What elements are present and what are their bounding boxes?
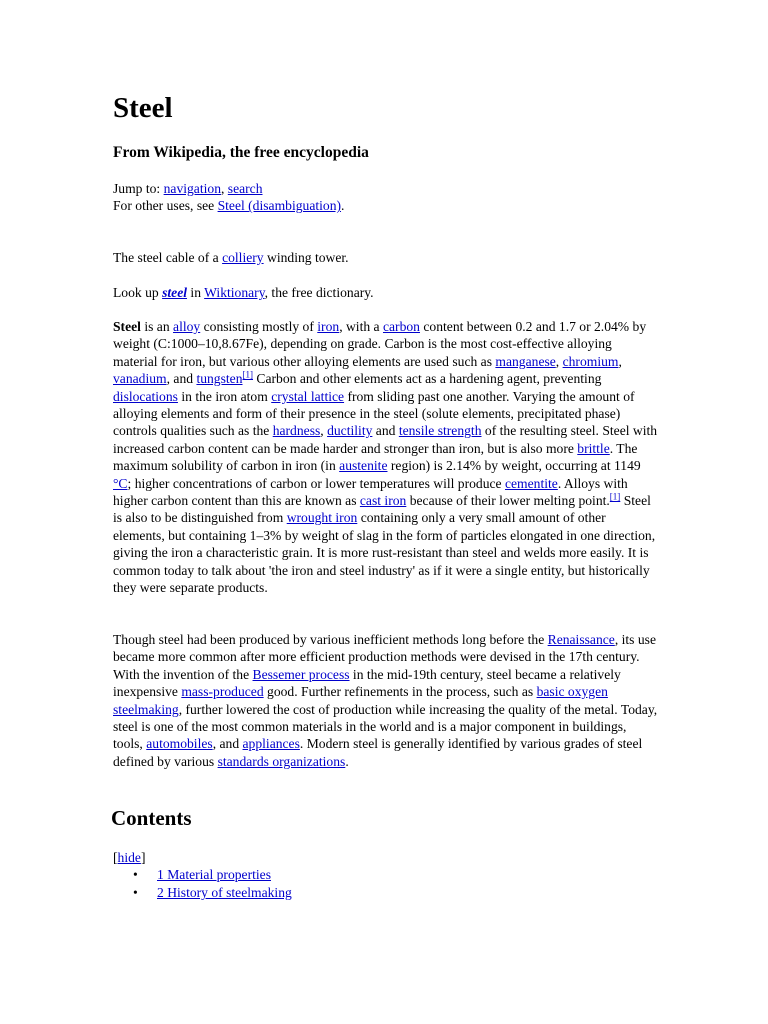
text-run: good. Further refinements in the process, such as	[263, 684, 537, 700]
lookup-text-end: , the free dictionary.	[264, 285, 374, 300]
text-run: ,	[320, 423, 328, 439]
chromium-link[interactable]: chromium	[562, 353, 619, 369]
text-run: containing only a very small amount of other elements, but containing 1–3% by weight of slag in the form of particles elongated in one direction, giving the iron a characteristic grain. It is more rust-resistant than steel and welds more easily. It is common today to talk about 'the iron and steel industry' as if it were a single entity, but historically they were separate products.	[113, 510, 656, 596]
page-subtitle: From Wikipedia, the free encyclopedia	[113, 144, 369, 161]
search-link[interactable]: search	[227, 181, 263, 196]
text-run: . Alloys with higher carbon content than this are known as	[113, 475, 628, 509]
text-run: Carbon and other elements act as a hardening agent, preventing	[253, 371, 602, 387]
text-run: because of their lower melting point.	[406, 493, 610, 509]
disambiguation-link[interactable]: Steel (disambiguation)	[217, 198, 342, 214]
standards-organizations-link[interactable]: standards organizations	[217, 753, 346, 769]
text-run: .	[345, 753, 349, 769]
manganese-link[interactable]: manganese	[495, 353, 556, 369]
text-run: of the resulting steel. Steel with increased carbon content can be made harder and stronger than iron, but is also more	[113, 423, 658, 456]
caption-text-end: winding tower.	[263, 250, 349, 265]
hide-toc-link[interactable]: hide	[117, 850, 141, 865]
text-run: in the iron atom	[177, 388, 272, 404]
carbon-link[interactable]: carbon	[382, 319, 420, 334]
text-run: , and	[212, 736, 243, 752]
bessemer-process-link[interactable]: Bessemer process	[252, 666, 350, 682]
text-run: Though steel had been produced by various inefficient methods long before the	[113, 632, 548, 647]
text-run: , its use became more common after more efficient production methods were devised in the 17th century. With the invention of the	[113, 632, 656, 682]
alloy-link[interactable]: alloy	[173, 319, 201, 334]
iron-link[interactable]: iron	[317, 319, 340, 334]
text-run: ; higher concentrations of carbon or lower temperatures will produce	[127, 475, 505, 491]
celsius-link[interactable]: °C	[113, 475, 128, 491]
text-run: , with a	[339, 319, 383, 334]
intro-paragraph-1	[113, 318, 658, 597]
text-run: from sliding past one another. Varying the amount of alloying elements and form of their presence in the steel (solute elements, precipitated phase) controls qualities such as the	[113, 388, 635, 439]
lookup-text-in: in	[187, 285, 205, 300]
contents-heading: Contents	[111, 806, 192, 830]
tungsten-link[interactable]: tungsten	[196, 371, 243, 387]
steel-wiktionary-link[interactable]: steel	[162, 285, 188, 300]
navigation-link[interactable]: navigation	[163, 181, 221, 196]
wiktionary-note	[113, 284, 658, 301]
crystal-lattice-link[interactable]: crystal lattice	[271, 388, 345, 404]
reference-link[interactable]: [1]	[242, 369, 254, 380]
text-run: is an	[140, 319, 174, 334]
text-run: Steel is also to be distinguished from	[113, 493, 651, 526]
page-title: Steel	[113, 92, 173, 124]
bracket-close: ]	[140, 850, 146, 865]
cast-iron-link[interactable]: cast iron	[359, 493, 407, 509]
text-run: , and	[166, 371, 197, 387]
text-run: consisting mostly of	[200, 319, 318, 334]
bracket-open: [	[113, 850, 118, 865]
text-run: , further lowered the cost of production while increasing the quality of the metal. Today, steel is one of the most common materials in the world and is a major component in buildings, tools,	[113, 701, 658, 752]
tensile-strength-link[interactable]: tensile strength	[398, 423, 482, 439]
basic-oxygen-steelmaking-link[interactable]: basic oxygen steelmaking	[113, 684, 608, 717]
text-run: ,	[618, 353, 622, 369]
vanadium-link[interactable]: vanadium	[113, 371, 167, 387]
appliances-link[interactable]: appliances	[242, 736, 300, 752]
text-run: content between 0.2 and 1.7 or 2.04% by weight (C:1000–10,8.67Fe), depending on grade. Carbon is the most cost-effective alloying material for iron, but various other alloying elements are used such as	[113, 319, 647, 369]
text-run: in the mid-19th century, steel became a relatively inexpensive	[113, 666, 621, 700]
renaissance-link[interactable]: Renaissance	[547, 632, 615, 647]
jump-prefix: Jump to:	[113, 181, 164, 196]
text-run: ,	[555, 353, 563, 369]
automobiles-link[interactable]: automobiles	[146, 736, 213, 752]
wiktionary-link[interactable]: Wiktionary	[204, 285, 265, 300]
steel-bold-term: Steel	[113, 319, 141, 334]
toc-link-material-properties[interactable]: 1 Material properties	[157, 867, 271, 882]
ductility-link[interactable]: ductility	[327, 423, 373, 439]
other-uses-prefix: For other uses, see	[113, 198, 218, 214]
text-run: and	[372, 423, 399, 439]
toc-list	[113, 866, 292, 902]
text-run: . Modern steel is generally identified by various grades of steel defined by various	[113, 736, 643, 769]
mass-produced-link[interactable]: mass-produced	[181, 684, 264, 700]
other-uses-suffix: .	[341, 198, 345, 214]
image-caption	[113, 249, 658, 266]
brittle-link[interactable]: brittle	[577, 440, 610, 456]
navigation-block	[113, 180, 658, 215]
dislocations-link[interactable]: dislocations	[113, 388, 178, 404]
toc-toggle	[113, 849, 658, 866]
jump-separator: ,	[221, 181, 228, 196]
reference-link[interactable]: [1]	[609, 491, 621, 502]
toc-item	[113, 884, 292, 902]
wrought-iron-link[interactable]: wrought iron	[286, 510, 358, 526]
text-run: . The maximum solubility of carbon in iron (in	[113, 440, 638, 474]
toc-link-history-of-steelmaking[interactable]: 2 History of steelmaking	[157, 885, 292, 900]
intro-paragraph-2	[113, 631, 658, 770]
text-run: region) is 2.14% by weight, occurring at 1149	[387, 458, 641, 474]
colliery-link[interactable]: colliery	[222, 250, 264, 265]
hardness-link[interactable]: hardness	[272, 423, 321, 439]
toc-item	[113, 866, 292, 884]
lookup-text-start: Look up	[113, 285, 163, 300]
caption-text-start: The steel cable of a	[113, 250, 223, 265]
austenite-link[interactable]: austenite	[339, 458, 388, 474]
cementite-link[interactable]: cementite	[504, 475, 558, 491]
